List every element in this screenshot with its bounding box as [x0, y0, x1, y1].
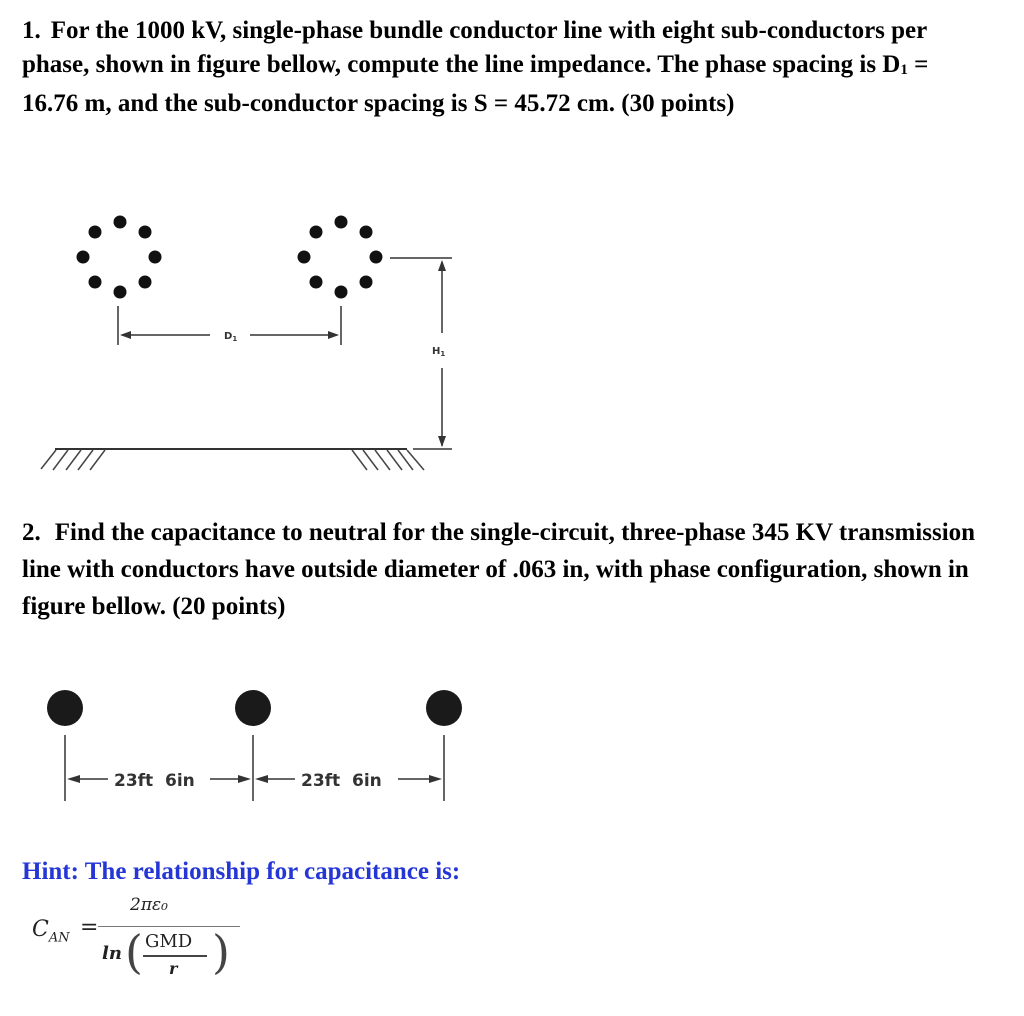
- conductor-c: [426, 690, 462, 726]
- formula-gmd: GMD: [145, 931, 193, 952]
- question-2-text: [22, 514, 997, 625]
- ground-hatch-right: [352, 450, 424, 470]
- question-2-number: 2.: [22, 519, 41, 546]
- spacing-label-1: 23ft 6in: [114, 771, 195, 791]
- capacitance-formula: [30, 895, 230, 995]
- formula-inner-bar: [143, 955, 207, 957]
- height-label: $H_1$: [432, 346, 446, 358]
- bundle-right: [298, 216, 383, 299]
- formula-r: r: [169, 959, 178, 978]
- formula-numerator: 2πε₀: [130, 895, 168, 915]
- question-1-body-a: For the 1000 kV, single-phase bundle conductor line with eight sub-conductors per phase, shown in figure bellow, compute the line impedance. The phase spacing is D: [22, 17, 927, 78]
- formula-open-paren: (: [125, 925, 143, 979]
- spacing-label-2: 23ft 6in: [301, 771, 382, 791]
- arrow-up-icon: [438, 260, 446, 271]
- arrow-down-icon: [438, 436, 446, 447]
- arrow-left-icon: [67, 775, 80, 783]
- three-phase-figure: [0, 660, 1024, 820]
- phase-spacing-label: $D_1$: [224, 331, 238, 343]
- conductor-a: [47, 690, 83, 726]
- phase-conductors: [47, 690, 462, 726]
- ground-hatch-left: [41, 450, 105, 470]
- arrow-right-icon: [238, 775, 251, 783]
- arrow-left-icon: [255, 775, 268, 783]
- bundle-left: [77, 216, 162, 299]
- formula-ln: ln: [102, 943, 122, 964]
- formula-lhs: $C_{AN}$: [32, 917, 70, 946]
- question-1-number: 1.: [22, 17, 41, 44]
- formula-equals: =: [80, 915, 99, 940]
- question-1-subscript: 1: [900, 62, 908, 78]
- arrow-right-icon: [429, 775, 442, 783]
- arrow-left-icon: [120, 331, 131, 339]
- formula-close-paren: ): [212, 925, 230, 979]
- question-1-body-b: = 16.76 m, and the sub-conductor spacing is S = 45.72 cm. (30 points): [22, 51, 929, 117]
- hint-text: Hint: The relationship for capacitance is:: [22, 858, 461, 885]
- conductor-b: [235, 690, 271, 726]
- question-2-body: Find the capacitance to neutral for the single-circuit, three-phase 345 KV transmission line with conductors have outside diameter of .063 in, with phase configuration, shown in figure bellow. (20 points): [22, 519, 976, 620]
- bundle-conductor-figure: [0, 0, 1024, 500]
- arrow-right-icon: [328, 331, 339, 339]
- spacing-dimension: [65, 735, 444, 801]
